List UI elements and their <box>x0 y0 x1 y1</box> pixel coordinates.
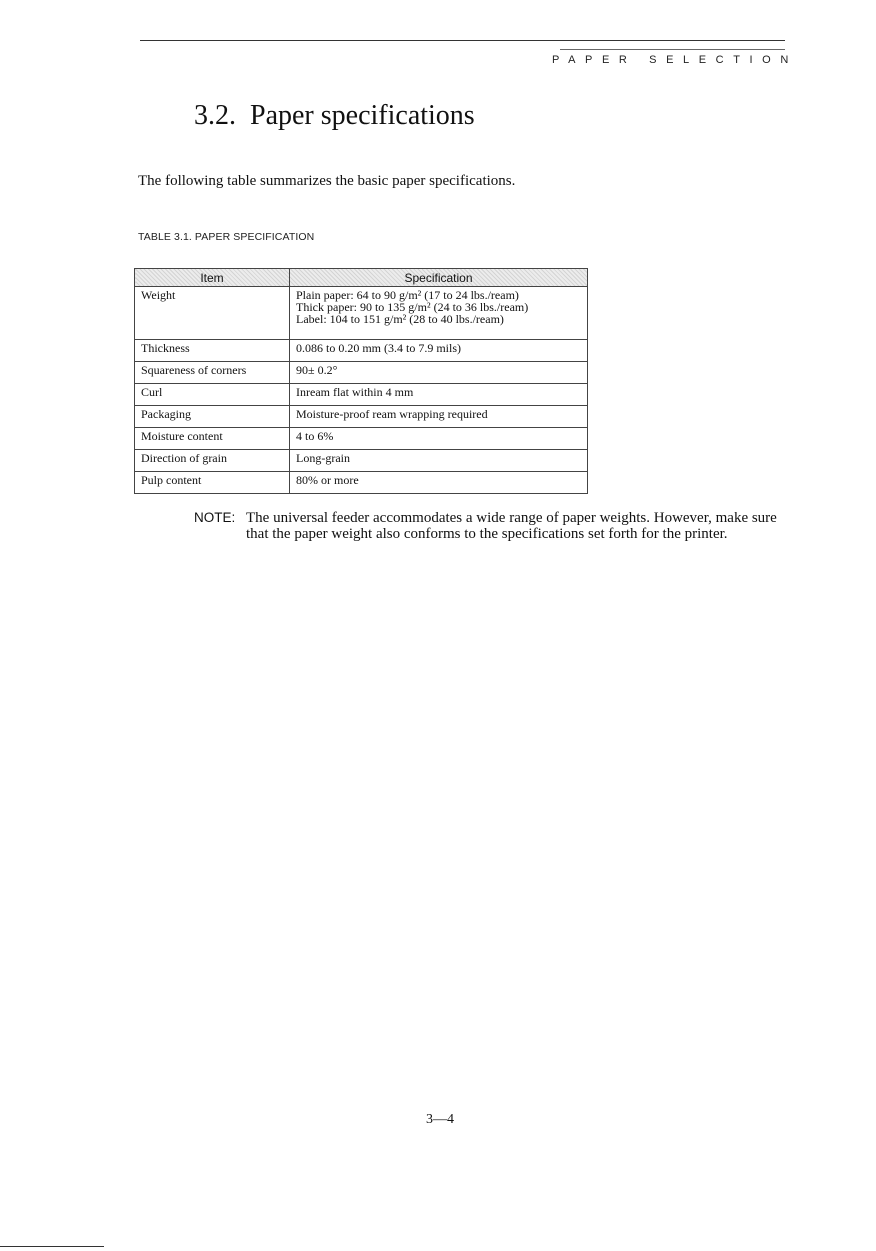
row-spec: Moisture-proof ream wrapping required <box>290 406 588 428</box>
header-rule-short <box>560 49 785 50</box>
row-spec <box>290 287 588 340</box>
table-caption: TABLE 3.1. PAPER SPECIFICATION <box>138 231 315 243</box>
table-row <box>135 406 588 428</box>
row-item: Curl <box>135 384 290 406</box>
table-row <box>135 472 588 494</box>
row-item: Weight <box>135 287 290 340</box>
table-row <box>135 428 588 450</box>
table-row <box>135 384 588 406</box>
section-title: Paper specifications <box>250 100 475 131</box>
note-label: NOTE: <box>194 510 236 525</box>
spec-line: Thick paper: 90 to 135 g/m² (24 to 36 lbs./ream) <box>296 300 529 314</box>
row-spec: 90± 0.2° <box>290 362 588 384</box>
row-spec: 80% or more <box>290 472 588 494</box>
row-spec: 4 to 6% <box>290 428 588 450</box>
row-item: Direction of grain <box>135 450 290 472</box>
row-item: Moisture content <box>135 428 290 450</box>
row-item: Packaging <box>135 406 290 428</box>
spec-line: Label: 104 to 151 g/m² (28 to 40 lbs./ream) <box>296 312 504 326</box>
table-row <box>135 450 588 472</box>
section-number: 3.2. <box>194 100 236 131</box>
header-specification: Specification <box>290 269 588 287</box>
table-row <box>135 287 588 340</box>
row-item: Thickness <box>135 340 290 362</box>
section-heading <box>194 100 475 132</box>
paper-spec-table <box>134 268 588 494</box>
row-item: Pulp content <box>135 472 290 494</box>
row-item: Squareness of corners <box>135 362 290 384</box>
table-header-row <box>135 269 588 287</box>
running-head: PAPER SELECTION <box>552 54 798 66</box>
note-block <box>194 510 794 542</box>
row-spec: Inream flat within 4 mm <box>290 384 588 406</box>
page-number: 3—4 <box>426 1112 454 1127</box>
table-row <box>135 362 588 384</box>
intro-paragraph: The following table summarizes the basic paper specifications. <box>138 173 516 189</box>
header-rule <box>140 40 785 41</box>
table-row <box>135 340 588 362</box>
note-text: The universal feeder accommodates a wide range of paper weights. However, make sure that the paper weight also conforms to the specifications set forth for the printer. <box>246 510 777 542</box>
header-item: Item <box>135 269 290 287</box>
spec-line: Plain paper: 64 to 90 g/m² (17 to 24 lbs./ream) <box>296 288 519 302</box>
row-spec: 0.086 to 0.20 mm (3.4 to 7.9 mils) <box>290 340 588 362</box>
footer-rule <box>0 1246 104 1247</box>
row-spec: Long-grain <box>290 450 588 472</box>
